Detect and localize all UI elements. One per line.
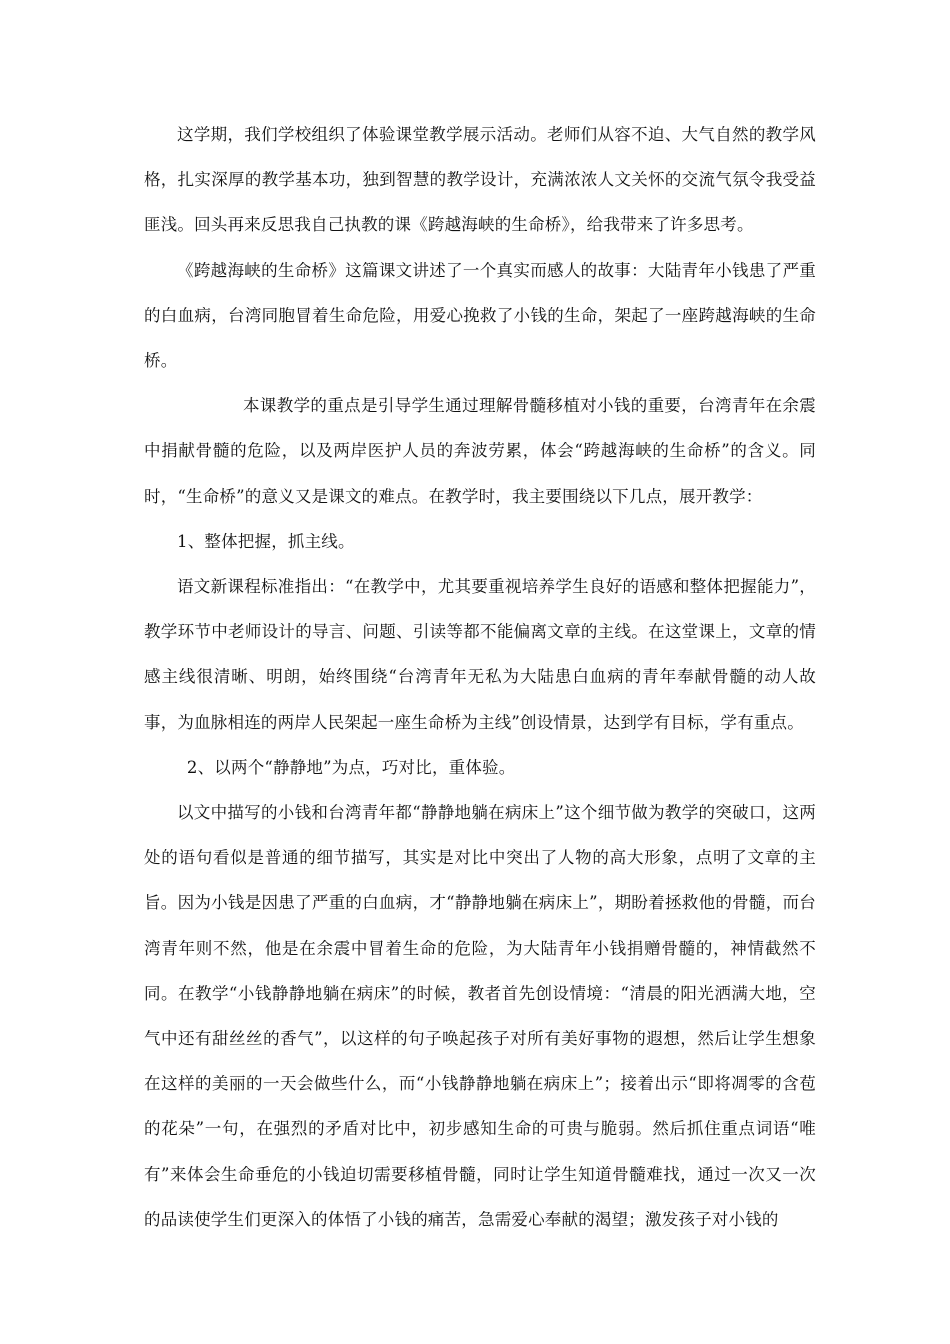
paragraph-teaching-focus: 本课教学的重点是引导学生通过理解骨髓移植对小钱的重要，台湾青年在余震中捐献骨髓的危险，以及两岸医护人员的奔波劳累，体会“跨越海峡的生命桥”的含义。同时，“生命桥”的意义又是课文的难点。在教学时，我主要围绕以下几点，展开教学： — [144, 396, 816, 506]
section-heading-1: 1、整体把握，抓主线。 — [177, 531, 355, 551]
document-body — [144, 112, 816, 1242]
section-heading-2: 2、以两个“静静地”为点，巧对比，重体验。 — [186, 757, 516, 777]
paragraph-story-summary: 《跨越海峡的生命桥》这篇课文讲述了一个真实而感人的故事：大陆青年小钱患了严重的白血病，台湾同胞冒着生命危险，用爱心挽救了小钱的生命，架起了一座跨越海峡的生命桥。 — [144, 260, 816, 371]
paragraph-main-line: 语文新课程标准指出：“在教学中，尤其要重视培养学生良好的语感和整体把握能力”，教学环节中老师设计的导言、问题、引读等都不能偏离文章的主线。在这堂课上，文章的情感主线很清晰、明朗，始终围绕“台湾青年无私为大陆患白血病的青年奉献骨髓的动人故事，为血脉相连的两岸人民架起一座生命桥为主线”创设情景，达到学有目标，学有重点。 — [144, 577, 816, 732]
paragraph-contrast: 以文中描写的小钱和台湾青年都“静静地躺在病床上”这个细节做为教学的突破口，这两处的语句看似是普通的细节描写，其实是对比中突出了人物的高大形象，点明了文章的主旨。因为小钱是因患了严重的白血病，才“静静地躺在病床上”，期盼着拯救他的骨髓，而台湾青年则不然，他是在余震中冒着生命的危险，为大陆青年小钱捐赠骨髓的，神情截然不同。在教学“小钱静静地躺在病床”的时候，教者首先创设情境：“清晨的阳光洒满大地，空气中还有甜丝丝的香气”，以这样的句子唤起孩子对所有美好事物的遐想，然后让学生想象在这样的美丽的一天会做些什么，而“小钱静静地躺在病床上”；接着出示“即将凋零的含苞的花朵”一句，在强烈的矛盾对比中，初步感知生命的可贵与脆弱。然后抓住重点词语“唯有”来体会生命垂危的小钱迫切需要移植骨髓，同时让学生知道骨髓难找，通过一次又一次的品读使学生们更深入的体悟了小钱的痛苦，急需爱心奉献的渴望；激发孩子对小钱的 — [144, 803, 816, 1229]
paragraph-intro: 这学期，我们学校组织了体验课堂教学展示活动。老师们从容不迫、大气自然的教学风格，扎实深厚的教学基本功，独到智慧的教学设计，充满浓浓人文关怀的交流气氛令我受益匪浅。回头再来反思我自己执教的课《跨越海峡的生命桥》，给我带来了许多思考。 — [144, 125, 816, 235]
